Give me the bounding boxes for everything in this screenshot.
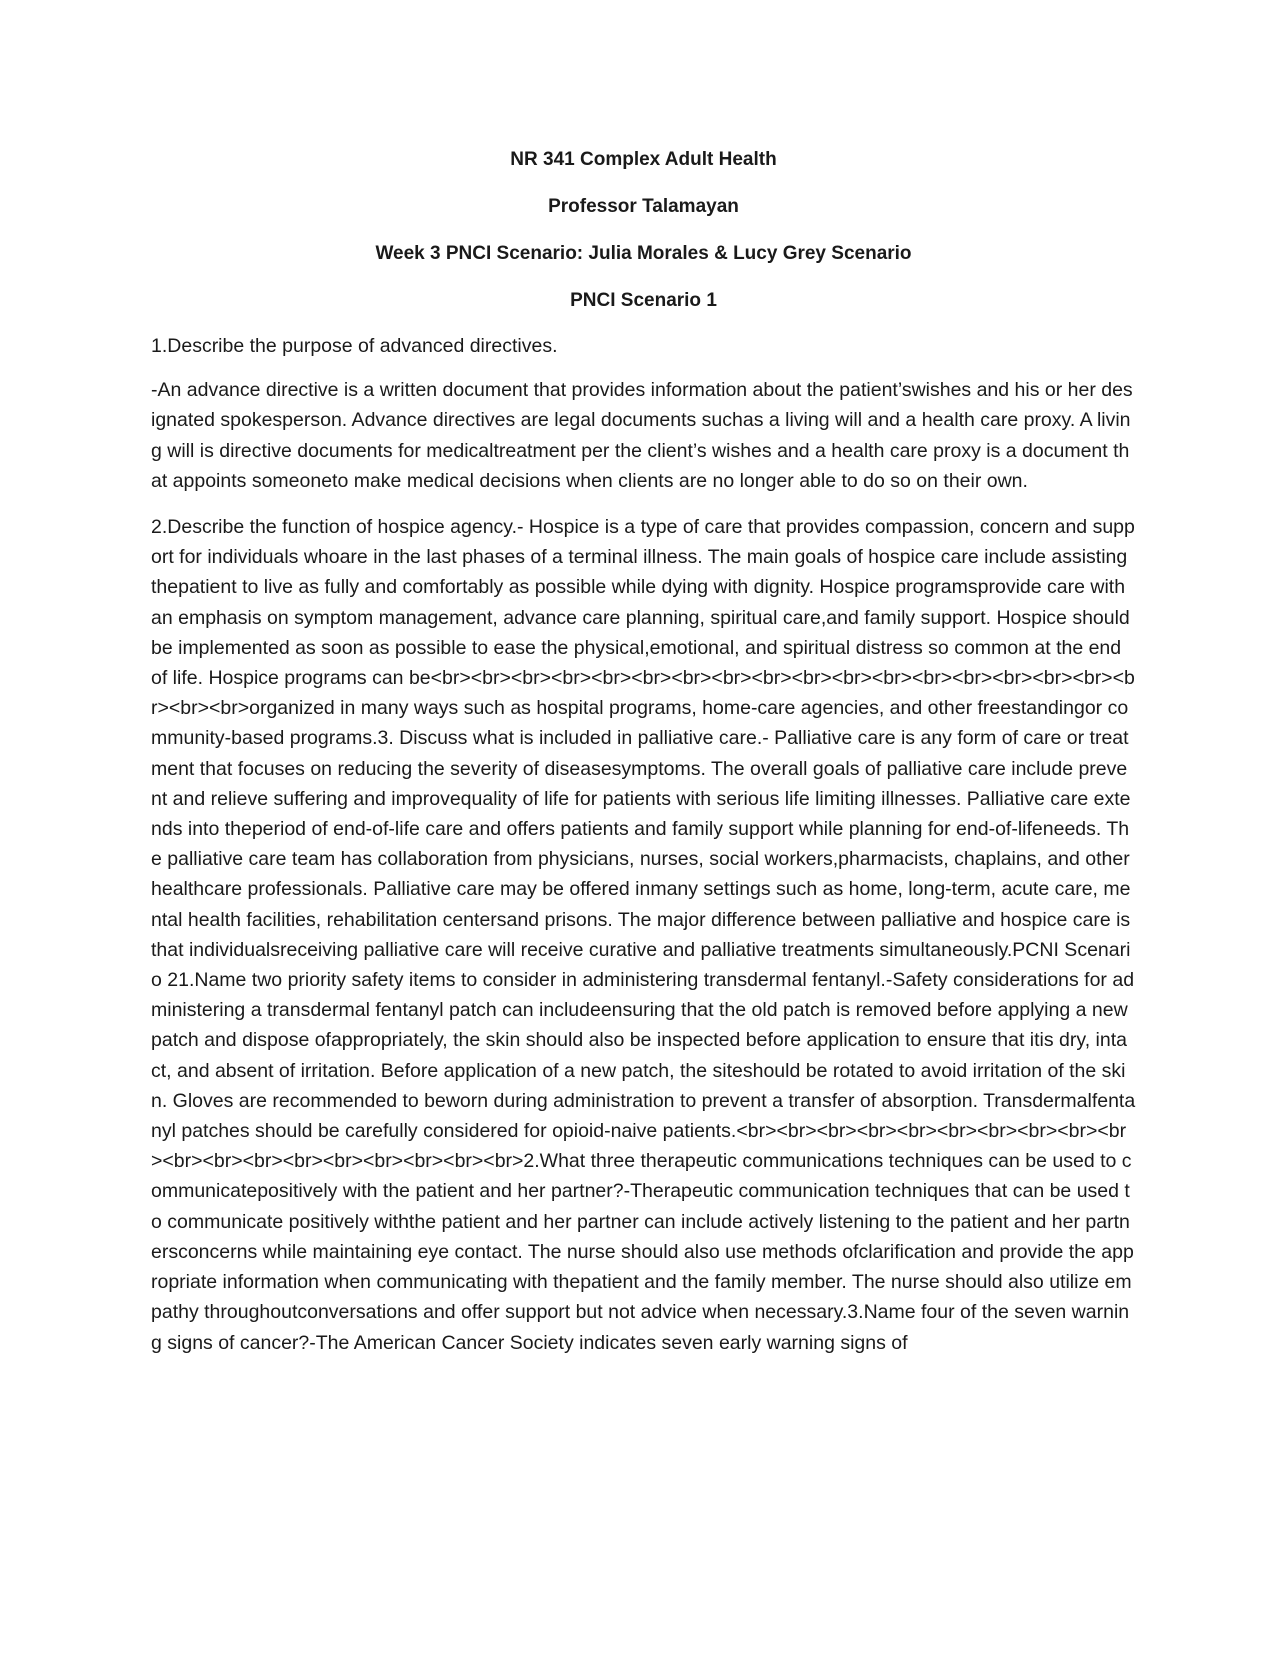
professor-name: Professor Talamayan (548, 196, 739, 217)
scenario-heading: PNCI Scenario 1 (570, 290, 717, 311)
assignment-title: Week 3 PNCI Scenario: Julia Morales & Lucy Grey Scenario (375, 243, 912, 264)
course-title: NR 341 Complex Adult Health (510, 149, 777, 170)
answer-1: -An advance directive is a written document that provides information about the patient’swishes and his or her designated spokesperson. Advance directives are legal documents suchas a living will and a health care proxy. A living will is directive documents for medicaltreatment per the client’s wishes and a health care proxy is a document that appoints someoneto make medical decisions when clients are no longer able to do so on their own. (151, 379, 1133, 492)
body-text: 2.Describe the function of hospice agency.- Hospice is a type of care that provides compassion, concern and support for individuals whoare in the last phases of a terminal illness. The main goals of hospice care include assisting thepatient to live as fully and comfortably as possible while dying with dignity. Hospice programsprovide care with an emphasis on symptom management, advance care planning, spiritual care,and family support. Hospice should be implemented as soon as possible to ease the physical,emotional, and spiritual distress so common at the end of life. Hospice programs can be<br><br><br><br><br><br><br><br><br><br><br><br><br><br><br><br><br><br><br><br>organized in many ways such as hospital programs, home-care agencies, and other freestandingor community-based programs.3. Discuss what is included in palliative care.- Palliative care is any form of care or treatment that focuses on reducing the severity of diseasesymptoms. The overall goals of palliative care include prevent and relieve suffering and improvequality of life for patients with serious life limiting illnesses. Palliative care extends into theperiod of end-of-life care and offers patients and family support while planning for end-of-lifeneeds. The palliative care team has collaboration from physicians, nurses, social workers,pharmacists, chaplains, and other healthcare professionals. Palliative care may be offered inmany settings such as home, long-term, acute care, mental health facilities, rehabilitation centersand prisons. The major difference between palliative and hospice care is that individualsreceiving palliative care will receive curative and palliative treatments simultaneously.PCNI Scenario 21.Name two priority safety items to consider in administering transdermal fentanyl.-Safety considerations for administering a transdermal fentanyl patch can includeensuring that the old patch is removed before applying a new patch and dispose ofappropriately, the skin should also be inspected before application to ensure that itis dry, intact, and absent of irritation. Before application of a new patch, the siteshould be rotated to avoid irritation of the skin. Gloves are recommended to beworn during administration to prevent a transfer of absorption. Transdermalfentanyl patches should be carefully considered for opioid-naive patients.<br><br><br><br><br><br><br><br><br><br><br><br><br><br><br><br><br><br><br>2.What three therapeutic communications techniques can be used to communicatepositively with the patient and her partner?-Therapeutic communication techniques that can be used to communicate positively withthe patient and her partner can include actively listening to the patient and her partnersconcerns while maintaining eye contact. The nurse should also use methods ofclarification and provide the appropriate information when communicating with thepatient and the family member. The nurse should also utilize empathy throughoutconversations and offer support but not advice when necessary.3.Name four of the seven warning signs of cancer?-The American Cancer Society indicates seven early warning signs of (151, 516, 1136, 1354)
question-1: 1.Describe the purpose of advanced directives. (151, 335, 558, 357)
document-page (151, 148, 1136, 1374)
